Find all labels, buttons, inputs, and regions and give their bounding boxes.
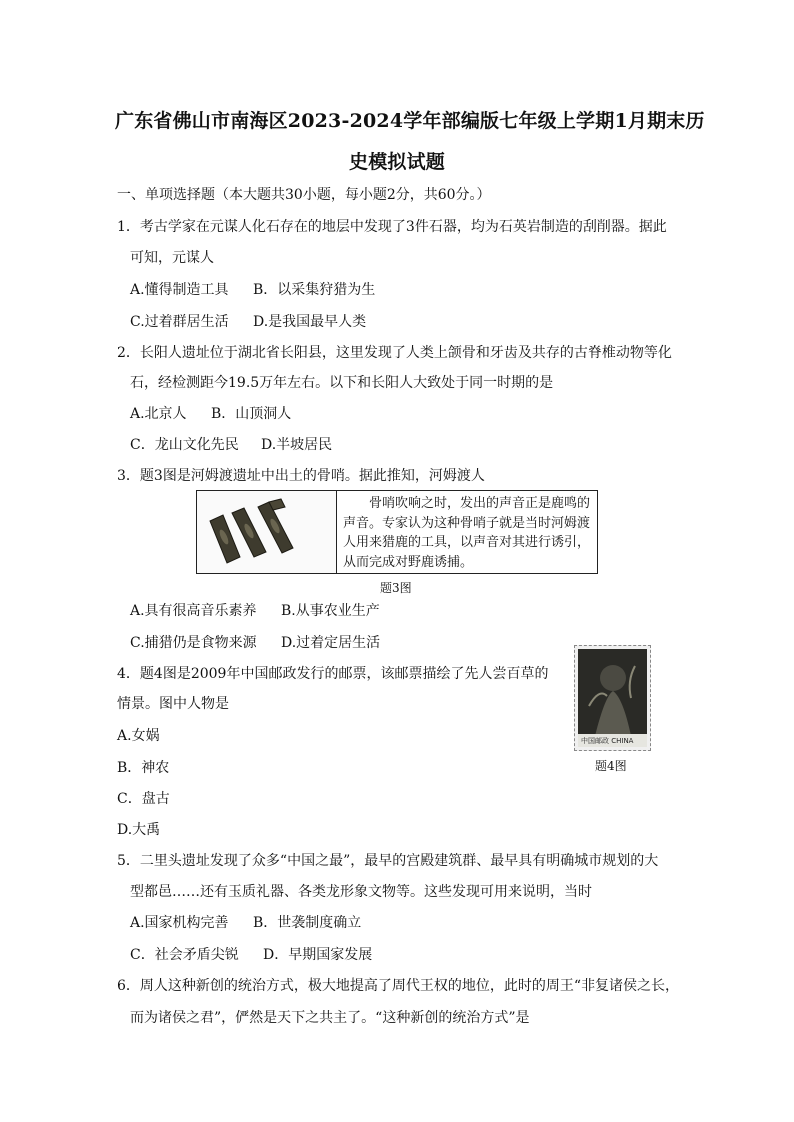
question-stem: 3．题3图是河姆渡遗址中出土的骨哨。据此推知，河姆渡人 <box>117 468 485 484</box>
question-stem: 6．周人这种新创的统治方式，极大地提高了周代王权的地位，此时的周王“非复诸侯之长， <box>117 978 680 994</box>
section-heading: 一、单项选择题（本大题共30小题，每小题2分，共60分。） <box>117 187 491 203</box>
option-c[interactable]: C．社会矛盾尖锐 <box>130 947 239 963</box>
option-c[interactable]: C．龙山文化先民 <box>130 437 239 453</box>
option-a[interactable]: A.国家机构完善 <box>130 915 229 931</box>
figure-caption: 题4图 <box>595 759 627 773</box>
option-a[interactable]: A.女娲 <box>117 728 160 744</box>
question-stem: 情景。图中人物是 <box>117 696 229 712</box>
figure-caption: 题3图 <box>380 581 412 595</box>
question-stem: 型都邑……还有玉质礼器、各类龙形象文物等。这些发现可用来说明，当时 <box>130 884 592 900</box>
stamp-image <box>574 645 651 751</box>
option-b[interactable]: B．山顶洞人 <box>211 406 292 422</box>
figure-divider <box>336 491 337 573</box>
option-d[interactable]: D.过着定居生活 <box>281 635 381 651</box>
question-stem: 2．长阳人遗址位于湖北省长阳县，这里发现了人类上颌骨和牙齿及共存的古脊椎动物等化 <box>117 345 672 361</box>
option-c[interactable]: C.过着群居生活 <box>130 314 229 330</box>
question-stem: 4．题4图是2009年中国邮政发行的邮票，该邮票描绘了先人尝百草的 <box>117 666 549 682</box>
option-b[interactable]: B．世袭制度确立 <box>253 915 362 931</box>
option-d[interactable]: D．早期国家发展 <box>263 947 373 963</box>
option-a[interactable]: A.懂得制造工具 <box>130 282 229 298</box>
bone-whistle-image <box>197 491 336 572</box>
option-d[interactable]: D.是我国最早人类 <box>253 314 367 330</box>
question-stem: 而为诸侯之君”，俨然是天下之共主了。“这种新创的统治方式”是 <box>130 1010 530 1026</box>
option-c[interactable]: C.捕猎仍是食物来源 <box>130 635 257 651</box>
option-a[interactable]: A.具有很高音乐素养 <box>130 603 257 619</box>
page-title: 广东省佛山市南海区2023-2024学年部编版七年级上学期1月期末历 <box>115 110 705 132</box>
question-stem: 石，经检测距今19.5万年左右。以下和长阳人大致处于同一时期的是 <box>130 375 554 391</box>
option-a[interactable]: A.北京人 <box>130 406 187 422</box>
option-b[interactable]: B.从事农业生产 <box>281 603 380 619</box>
shennong-stamp-illustration <box>575 646 650 750</box>
figure-3 <box>196 490 598 574</box>
question-stem: 5．二里头遗址发现了众多“中国之最”，最早的宫殿建筑群、最早具有明确城市规划的大 <box>117 853 659 869</box>
stamp-label: 中国邮政 CHINA <box>581 737 634 745</box>
figure-description: 骨哨吹响之时，发出的声音正是鹿鸣的声音。专家认为这种骨哨子就是当时河姆渡人用来猎鹿的工具，以声音对其进行诱引，从而完成对野鹿诱捕。 <box>343 496 591 570</box>
option-c[interactable]: C．盘古 <box>117 791 170 807</box>
option-b[interactable]: B．神农 <box>117 760 170 776</box>
option-b[interactable]: B．以采集狩猎为生 <box>253 282 376 298</box>
option-d[interactable]: D.大禹 <box>117 822 161 838</box>
bone-whistle-photo <box>197 491 336 573</box>
page-title-continued: 史模拟试题 <box>349 151 446 173</box>
option-d[interactable]: D.半坡居民 <box>261 437 333 453</box>
question-stem: 可知，元谋人 <box>130 250 214 266</box>
question-stem: 1．考古学家在元谋人化石存在的地层中发现了3件石器，均为石英岩制造的刮削器。据此 <box>117 219 667 235</box>
